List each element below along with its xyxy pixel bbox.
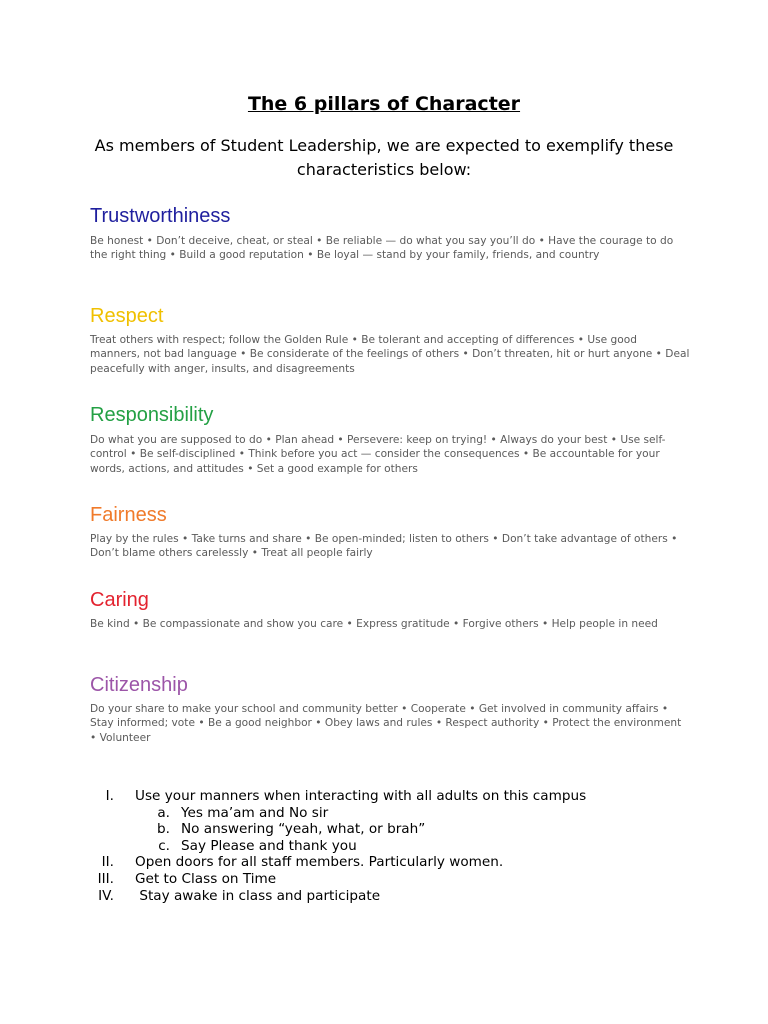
list-marker: I. [105, 788, 114, 804]
rules-list [0, 788, 768, 904]
pillar-text-responsibility: Do what you are supposed to do • Plan ahead • Persevere: keep on trying! • Always do your best • Use self-control • Be self-disciplined • Think before you act — consider the consequences • Be accountable for your words, actions, and attitudes • Set a good example for others [90, 434, 666, 475]
list-item [0, 854, 768, 871]
list-marker: c. [158, 837, 170, 854]
pillar-text-citizenship: Do your share to make your school and community better • Cooperate • Get involved in community affairs • Stay informed; vote • Be a good neighbor • Obey laws and rules • Respect authority • Protect the environment • Volunteer [90, 703, 682, 744]
list-item-text: Get to Class on Time [135, 870, 277, 887]
list-item-text: Say Please and thank you [181, 837, 357, 854]
list-item-text: Yes ma’am and No sir [181, 804, 329, 821]
list-item [0, 888, 768, 905]
list-item [0, 821, 768, 838]
list-marker: b. [157, 821, 170, 838]
intro-text: As members of Student Leadership, we are expected to exemplify these characteristics below: [94, 136, 674, 179]
list-item [0, 838, 768, 855]
list-marker: IV. [98, 887, 114, 904]
pillar-heading-caring: Caring [90, 589, 149, 611]
list-item [0, 805, 768, 822]
list-item-text: No answering “yeah, what, or brah” [181, 821, 426, 838]
pillar-heading-trustworthiness: Trustworthiness [90, 205, 231, 227]
pillar-heading-respect: Respect [90, 305, 164, 327]
list-item [0, 871, 768, 888]
page-title: The 6 pillars of Character [247, 93, 521, 115]
list-marker: II. [101, 854, 114, 871]
pillar-heading-citizenship: Citizenship [90, 674, 188, 696]
pillar-heading-responsibility: Responsibility [90, 404, 214, 426]
pillar-text-respect: Treat others with respect; follow the Golden Rule • Be tolerant and accepting of differences • Use good manners, not bad language • Be considerate of the feelings of others • Don’t threaten, hit or hurt anyone • Deal peacefully with anger, insults, and disagreements [90, 334, 690, 375]
list-item-text: Open doors for all staff members. Particularly women. [135, 854, 504, 871]
list-item [0, 788, 768, 805]
pillar-text-caring: Be kind • Be compassionate and show you care • Express gratitude • Forgive others • Help people in need [90, 618, 658, 630]
list-marker: a. [157, 804, 170, 821]
pillar-text-trustworthiness: Be honest • Don’t deceive, cheat, or steal • Be reliable — do what you say you’ll do • Have the courage to do the right thing • Build a good reputation • Be loyal — stand by your family, friends, and country [90, 235, 674, 262]
pillar-heading-fairness: Fairness [90, 504, 167, 526]
list-item-text: Stay awake in class and participate [135, 887, 381, 904]
list-marker: III. [97, 870, 114, 887]
list-item-text: Use your manners when interacting with all adults on this campus [135, 788, 587, 804]
pillar-text-fairness: Play by the rules • Take turns and share • Be open-minded; listen to others • Don’t take advantage of others • Don’t blame others carelessly • Treat all people fairly [90, 533, 678, 560]
